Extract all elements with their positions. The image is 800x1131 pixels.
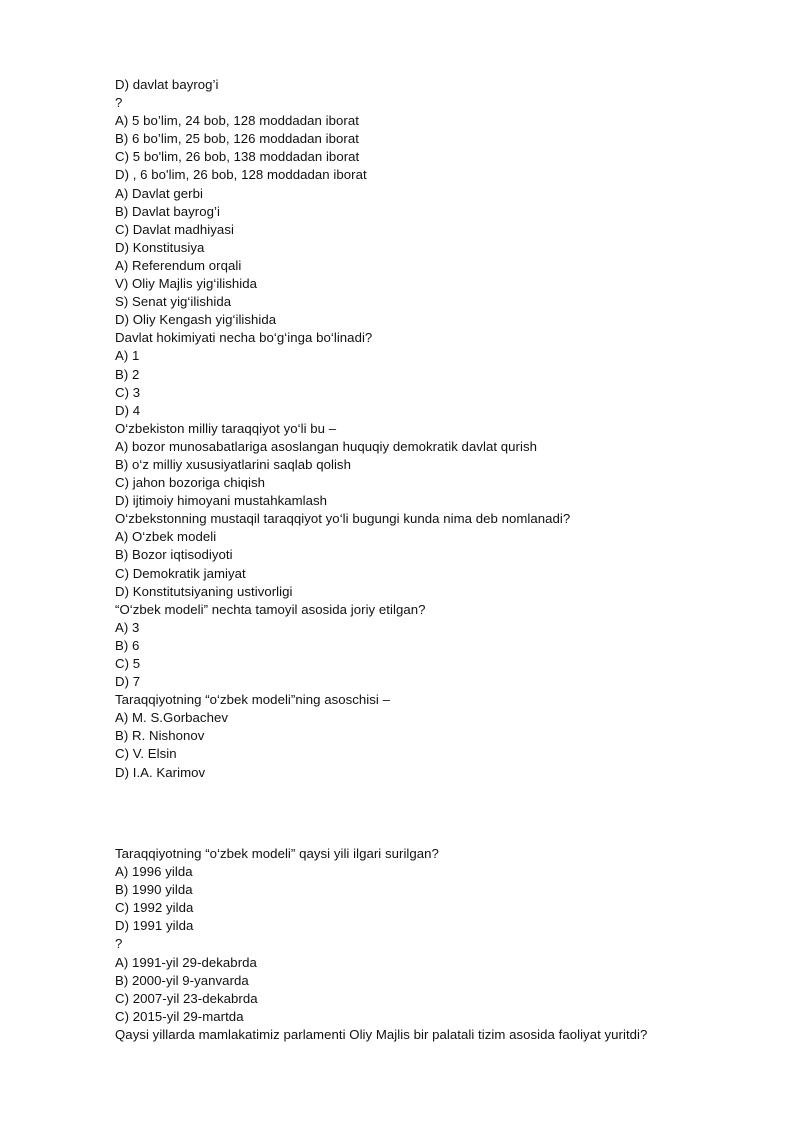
text-line: B) o‘z milliy xususiyatlarini saqlab qolish [115, 456, 351, 472]
text-line: Taraqqiyotning “o‘zbek modeli”ning asoschisi – [115, 692, 390, 708]
text-line: “O‘zbek modeli” nechta tamoyil asosida joriy etilgan? [115, 601, 426, 617]
text-line: C) 3 [115, 384, 141, 400]
text-line: C) 5 bo'lim, 26 bob, 138 moddadan iborat [115, 149, 360, 165]
text-line: B) 6 bo’lim, 25 bob, 126 moddadan iborat [115, 131, 359, 147]
text-line: D) , 6 bo'lim, 26 bob, 128 moddadan iborat [115, 167, 367, 183]
text-line: O‘zbekiston milliy taraqqiyot yo‘li bu – [115, 420, 337, 436]
text-line: B) 1990 yilda [115, 882, 193, 898]
text-line: D) ijtimoiy himoyani mustahkamlash [115, 493, 328, 509]
text-line: A) 3 [115, 619, 140, 635]
text-line: B) 6 [115, 637, 140, 653]
text-line: A) 1991-yil 29-dekabrda [115, 954, 257, 970]
text-line: Davlat hokimiyati necha bo‘g‘inga bo‘linadi? [115, 330, 373, 346]
text-line: C) jahon bozoriga chiqish [115, 475, 266, 491]
text-line: B) R. Nishonov [115, 728, 205, 744]
text-line: C) Davlat madhiyasi [115, 221, 234, 237]
text-line: A) 1 [115, 348, 140, 364]
text-line: C) 1992 yilda [115, 900, 194, 916]
text-line: ? [115, 936, 123, 952]
text-line: S) Senat yig‘ilishida [115, 294, 232, 310]
text-line: B) 2 [115, 366, 140, 382]
text-line: B) 2000-yil 9-yanvarda [115, 972, 249, 988]
text-line: D) I.A. Karimov [115, 764, 206, 780]
text-line: C) Demokratik jamiyat [115, 565, 246, 581]
text-line: D) Konstitutsiyaning ustivorligi [115, 583, 293, 599]
text-line: V) Oliy Majlis yig‘ilishida [115, 276, 258, 292]
text-line: A) O‘zbek modeli [115, 529, 217, 545]
text-line: ? [115, 95, 123, 111]
text-line: D) 4 [115, 402, 141, 418]
text-line: D) Konstitusiya [115, 239, 205, 255]
text-line: A) bozor munosabatlariga asoslangan huquqiy demokratik davlat qurish [115, 438, 537, 454]
text-line: A) 5 bo’lim, 24 bob, 128 moddadan iborat [115, 113, 359, 129]
text-block-lower [115, 845, 755, 1044]
text-line: C) 2015-yil 29-martda [115, 1008, 244, 1024]
text-line: D) 7 [115, 674, 141, 690]
text-line: D) 1991 yilda [115, 918, 194, 934]
text-line: Taraqqiyotning “o‘zbek modeli” qaysi yili ilgari surilgan? [115, 846, 439, 861]
text-line: A) Davlat gerbi [115, 185, 203, 201]
text-line: D) Oliy Kengash yig‘ilishida [115, 312, 277, 328]
text-line: A) M. S.Gorbachev [115, 710, 228, 726]
text-line: B) Davlat bayrog’i [115, 203, 220, 219]
text-line: C) 5 [115, 656, 141, 671]
text-line: A) 1996 yilda [115, 864, 193, 880]
text-line: C) 2007-yil 23-dekabrda [115, 990, 258, 1006]
text-line: B) Bozor iqtisodiyoti [115, 547, 233, 563]
text-line: Qaysi yillarda mamlakatimiz parlamenti Oliy Majlis bir palatali tizim asosida faoliyat yuritdi? [115, 1026, 648, 1042]
text-line: D) davlat bayrog’i [115, 77, 219, 92]
text-line: O‘zbekstonning mustaqil taraqqiyot yo‘li bugungi kunda nima deb nomlanadi? [115, 511, 571, 527]
text-line: C) V. Elsin [115, 746, 177, 762]
text-line: A) Referendum orqali [115, 257, 242, 273]
text-block-upper [115, 76, 755, 782]
